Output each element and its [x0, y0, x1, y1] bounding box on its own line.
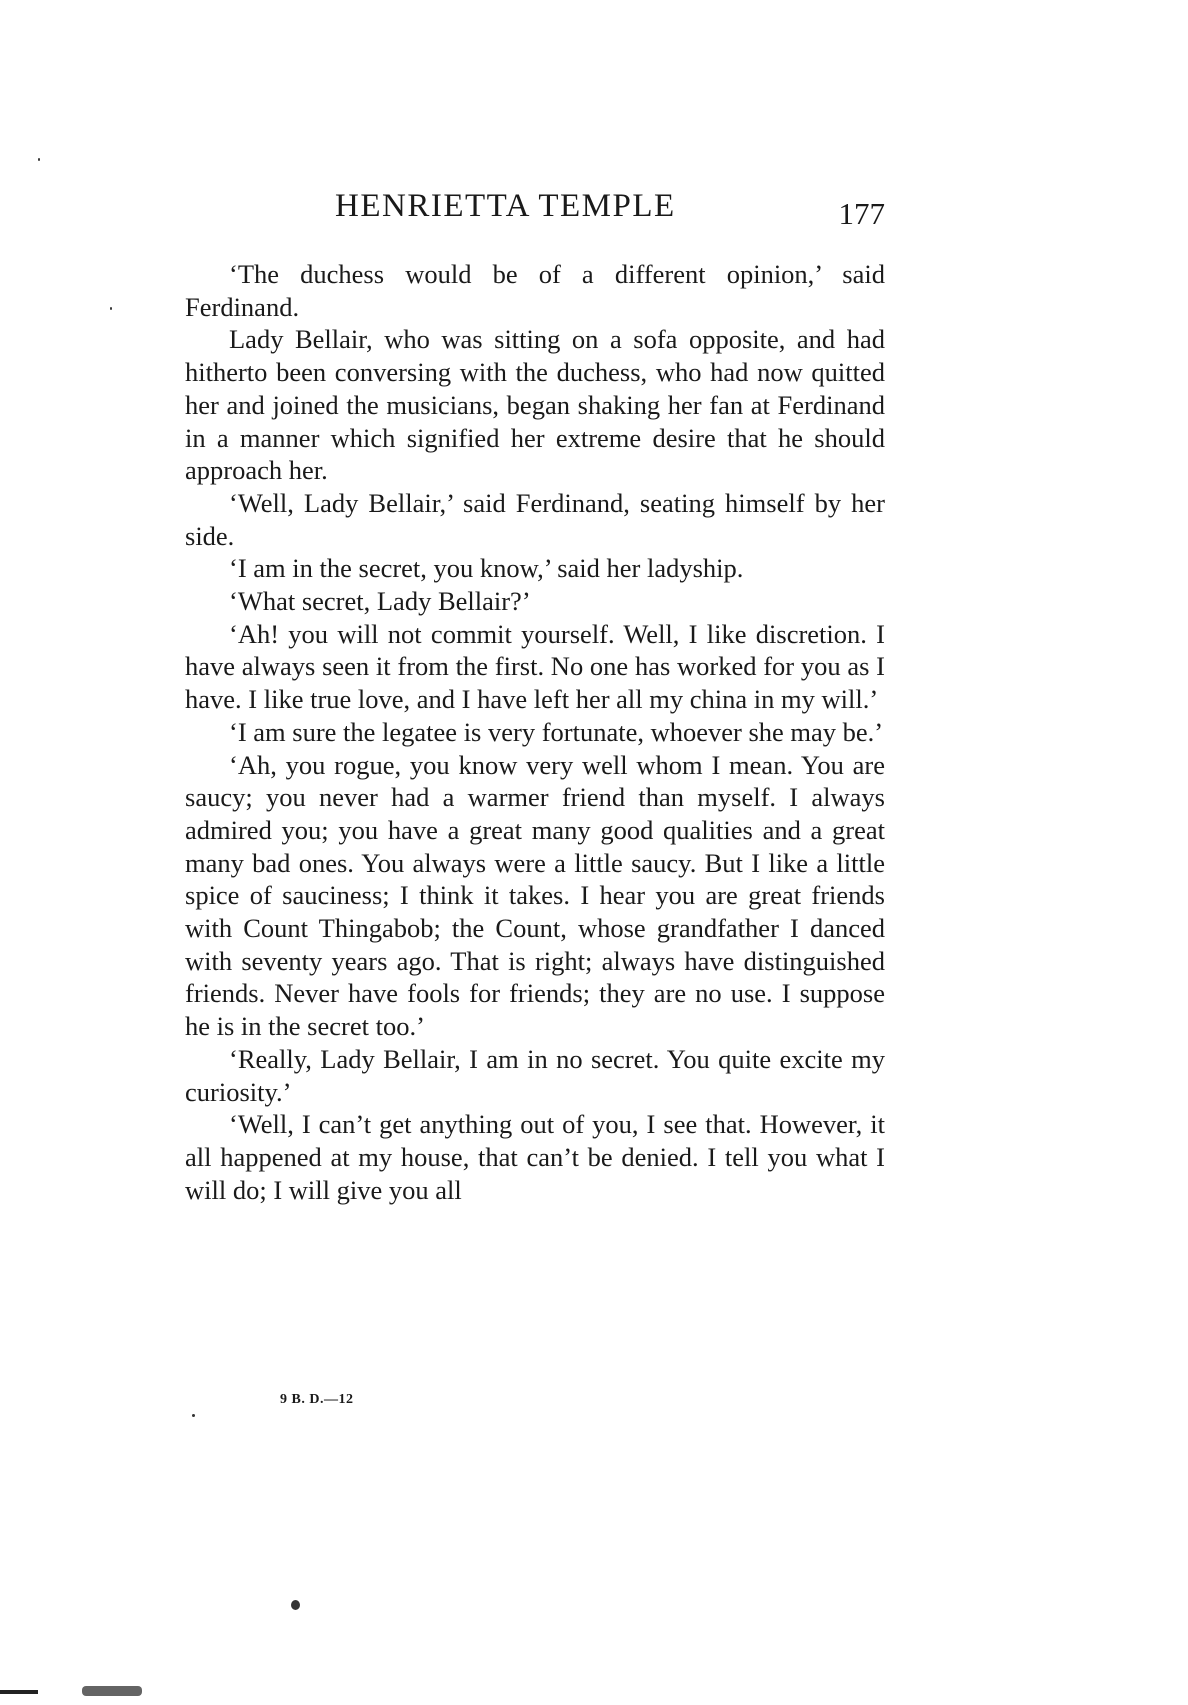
paragraph: ‘I am sure the legatee is very fortunate, whoever she may be.’ — [229, 716, 884, 747]
paragraph: ‘What secret, Lady Bellair?’ — [229, 586, 531, 617]
body-text — [185, 258, 885, 1206]
paragraph: ‘I am in the secret, you know,’ said her ladyship. — [229, 553, 744, 584]
ink-speck — [110, 307, 112, 310]
paragraph: ‘Ah, you rogue, you know very well whom I mean. You are saucy; you never had a warmer friend than myself. I always admired you; you have a great many good qualities and a great many bad ones. You always were a little saucy. But I like a little spice of sauciness; I think it takes. I hear you are great friends with Count Thingabob; the Count, whose grandfather I danced with seventy years ago. That is right; always have distinguished friends. Never have fools for friends; they are no use. I suppose he is in the secret too.’ — [185, 749, 885, 1042]
paragraph: Lady Bellair, who was sitting on a sofa opposite, and had hitherto been conversing with the duchess, who had now quitted her and joined the musicians, began shaking her fan at Ferdinand in a manner which signified her extreme desire that he should approach her. — [185, 324, 885, 486]
ink-dot — [291, 1600, 300, 1610]
signature-mark: 9 B. D.—12 — [280, 1392, 354, 1407]
ink-speck — [38, 158, 40, 161]
page-header — [185, 188, 885, 238]
paragraph: ‘Well, Lady Bellair,’ said Ferdinand, seating himself by her side. — [185, 487, 885, 551]
paragraph: ‘Really, Lady Bellair, I am in no secret. You quite excite my curiosity.’ — [185, 1043, 885, 1107]
paragraph: ‘Well, I can’t get anything out of you, I see that. However, it all happened at my house, that can’t be denied. I tell you what I will do; I will give you all — [185, 1109, 885, 1205]
scan-smudge — [82, 1686, 142, 1696]
ink-speck — [192, 1414, 195, 1417]
running-title: HENRIETTA TEMPLE — [335, 188, 676, 224]
scan-smudge — [0, 1690, 38, 1694]
paragraph: ‘Ah! you will not commit yourself. Well, I like discretion. I have always seen it from the first. No one has worked for you as I have. I like true love, and I have left her all my china in my will.’ — [185, 618, 885, 715]
paragraph: ‘The duchess would be of a different opinion,’ said Ferdinand. — [185, 259, 885, 322]
page-number: 177 — [838, 196, 885, 231]
